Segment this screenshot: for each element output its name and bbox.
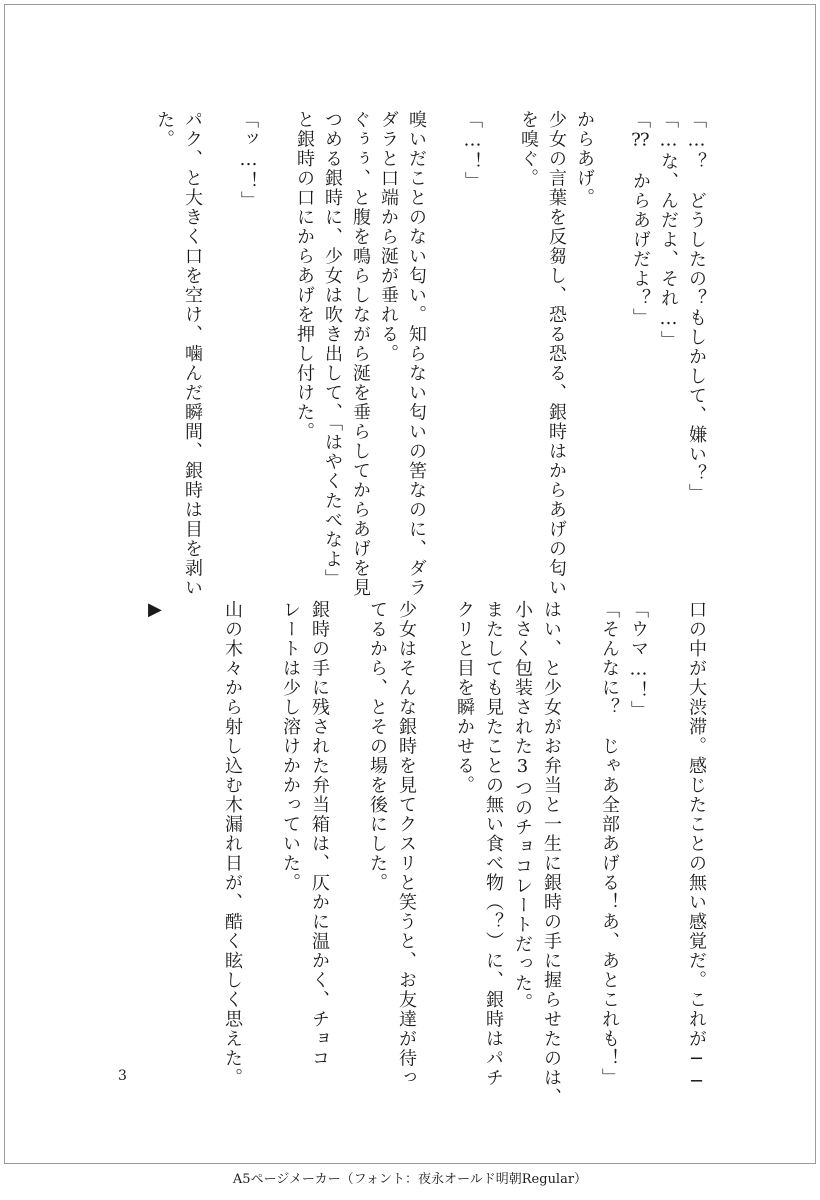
page-number: 3 bbox=[118, 1068, 127, 1084]
text-line: またしても見たことの無い食べ物（？）に、銀時はパチ bbox=[483, 600, 504, 1088]
text-line: ダラと口端から涎が垂れる。 bbox=[378, 110, 399, 364]
text-line: 嗅いだことのない匂い。知らない匂いの筈なのに、ダラ bbox=[406, 110, 427, 598]
text-line: はい、と少女がお弁当と一生に銀時の手に握らせたのは、 bbox=[541, 600, 562, 1107]
text-line: 「…な、んだよ、それ…」 bbox=[658, 110, 679, 350]
text-line: つめる銀時に、少女は吹き出して、「はやくたべなよ」 bbox=[322, 110, 343, 589]
continue-marker: ▶ bbox=[148, 599, 162, 620]
text-line: 「ウマ…！」 bbox=[628, 600, 649, 720]
text-line: からあげ。 bbox=[574, 110, 595, 208]
text-line: 小さく包装された3つのチョコレートだった。 bbox=[512, 600, 533, 1013]
text-line: 「…！」 bbox=[462, 110, 483, 191]
text-line: 少女はそんな銀時を見てクスリと笑うと、お友達が待っ bbox=[396, 600, 417, 1088]
text-line: 「そんなに？ じゃあ全部あげる！あ、あとこれも！」 bbox=[599, 600, 620, 1088]
text-line: 「⁇ からあげだよ？」 bbox=[630, 110, 651, 328]
text-line: 山の木々から射し込む木漏れ日が、酷く眩しく思えた。 bbox=[222, 600, 243, 1088]
text-line: 「…？ どうしたの？もしかして、嫌い？」 bbox=[686, 110, 707, 503]
text-line: レートは少し溶けかかっていた。 bbox=[280, 600, 301, 893]
footer-caption: A5ページメーカー（フォント：夜永オールド明朝Regular） bbox=[232, 1172, 588, 1187]
text-line: と銀時の口にからあげを押し付けた。 bbox=[294, 110, 315, 442]
text-line: てるから、とその場を後にした。 bbox=[367, 600, 388, 893]
text-line: パク、と大きく口を空け、噛んだ瞬間、銀時は目を剥い bbox=[182, 110, 203, 598]
text-line: ぐぅぅ、と腹を鳴らしながら涎を垂らしてからあげを見 bbox=[350, 110, 371, 598]
text-line: た。 bbox=[154, 110, 175, 149]
text-line: クリと目を瞬かせる。 bbox=[454, 600, 475, 795]
text-line: 銀時の手に残された弁当箱は、仄かに温かく、チョコ bbox=[309, 600, 330, 1068]
text-line: 少女の言葉を反芻し、恐る恐る、銀時はからあげの匂い bbox=[546, 110, 567, 598]
text-line: を嗅ぐ。 bbox=[518, 110, 539, 188]
text-line: 口の中が大渋滞。感じたことの無い感覚だ。これが── bbox=[686, 600, 707, 1094]
text-line: 「ッ…！」 bbox=[238, 110, 259, 211]
